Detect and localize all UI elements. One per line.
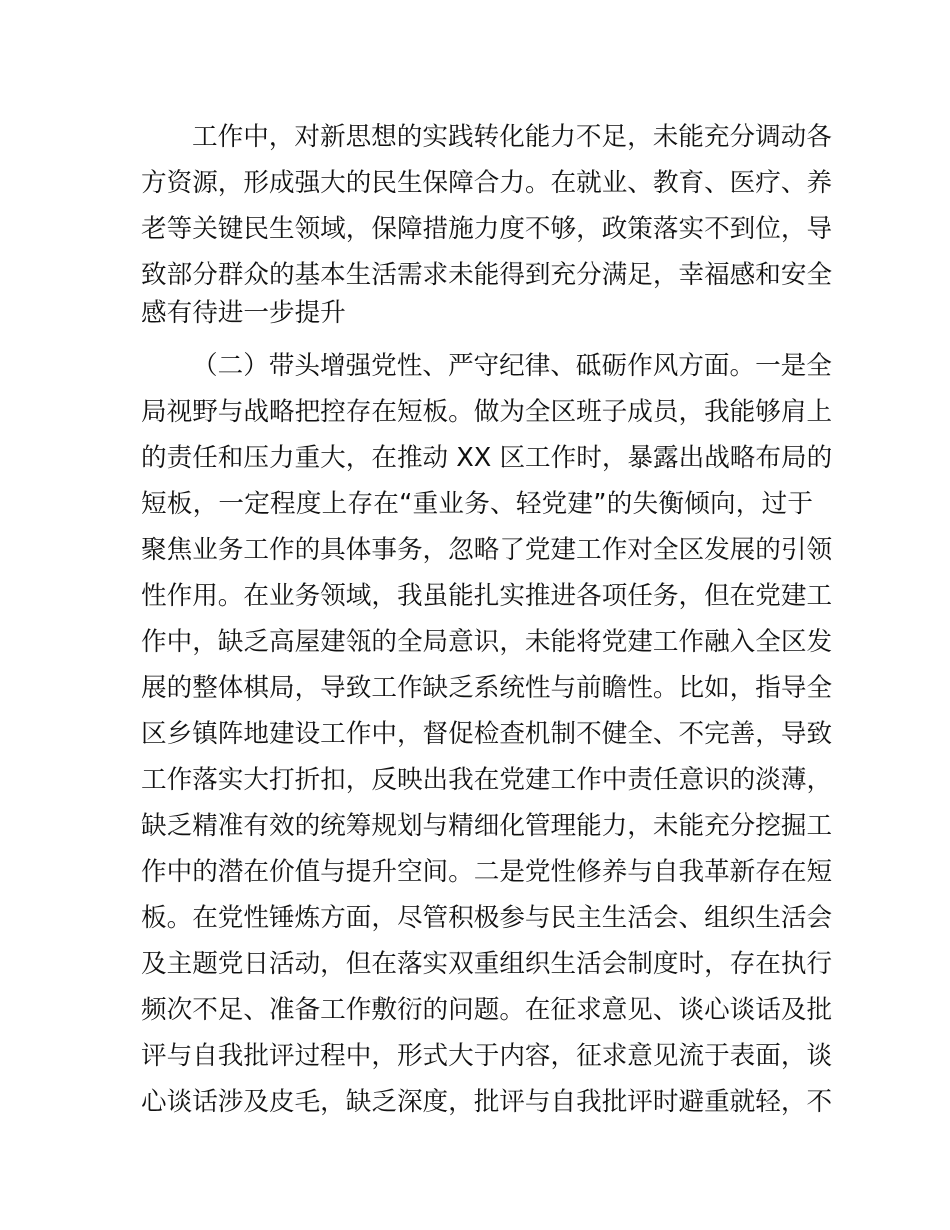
paragraph-2-line-12: 作中的潜在价值与提升空间。二是党性修养与自我革新存在短 (141, 857, 833, 887)
paragraph-2-line-5: 聚焦业务工作的具体事务，忽略了党建工作对全区发展的引领 (141, 535, 833, 565)
paragraph-2-line-15: 频次不足、准备工作敷衍的问题。在征求意见、谈心谈话及批 (141, 995, 833, 1025)
paragraph-2-line-2: 局视野与战略把控存在短板。做为全区班子成员，我能够肩上 (141, 397, 833, 427)
paragraph-2-line-1: （二）带头增强党性、严守纪律、砥砺作风方面。一是全 (192, 351, 832, 381)
paragraph-2-line-13: 板。在党性锤炼方面，尽管积极参与民主生活会、组织生活会 (141, 903, 833, 933)
paragraph-2-line-16: 评与自我批评过程中，形式大于内容，征求意见流于表面，谈 (141, 1041, 833, 1071)
paragraph-2-line-3: 的责任和压力重大，在推动 XX 区工作时，暴露出战略布局的 (141, 443, 833, 473)
paragraph-1-line-1: 工作中，对新思想的实践转化能力不足，未能充分调动各 (192, 122, 832, 152)
paragraph-2-line-17: 心谈话涉及皮毛，缺乏深度，批评与自我批评时避重就轻，不 (141, 1087, 833, 1117)
paragraph-2-line-11: 缺乏精准有效的统筹规划与精细化管理能力，未能充分挖掘工 (141, 811, 833, 841)
paragraph-1-line-5: 感有待进一步提升 (141, 298, 346, 328)
paragraph-2-line-14: 及主题党日活动，但在落实双重组织生活会制度时，存在执行 (141, 949, 833, 979)
paragraph-2-line-7: 作中，缺乏高屋建瓴的全局意识，未能将党建工作融入全区发 (141, 627, 833, 657)
paragraph-1-line-2: 方资源，形成强大的民生保障合力。在就业、教育、医疗、养 (141, 168, 833, 198)
paragraph-2-line-6: 性作用。在业务领域，我虽能扎实推进各项任务，但在党建工 (141, 581, 833, 611)
paragraph-1-line-4: 致部分群众的基本生活需求未能得到充分满足，幸福感和安全 (141, 260, 833, 290)
paragraph-2-line-9: 区乡镇阵地建设工作中，督促检查机制不健全、不完善，导致 (141, 719, 833, 749)
paragraph-2-line-8: 展的整体棋局，导致工作缺乏系统性与前瞻性。比如，指导全 (141, 673, 833, 703)
paragraph-2-line-10: 工作落实大打折扣，反映出我在党建工作中责任意识的淡薄， (141, 765, 833, 795)
paragraph-1-line-3: 老等关键民生领域，保障措施力度不够，政策落实不到位，导 (141, 214, 833, 244)
paragraph-2-line-4: 短板，一定程度上存在“重业务、轻党建”的失衡倾向，过于 (141, 489, 813, 519)
